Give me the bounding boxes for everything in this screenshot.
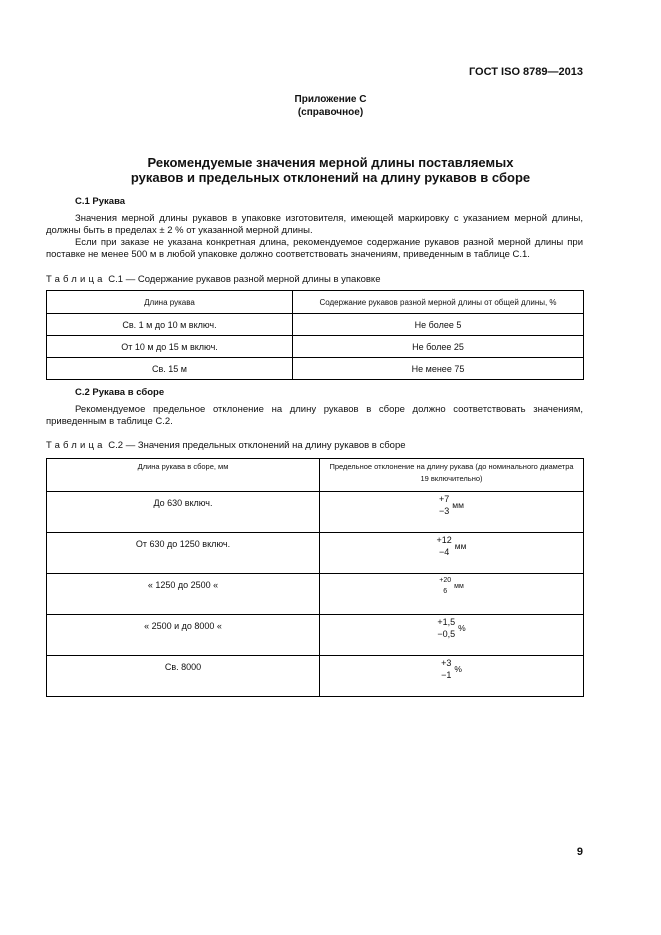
table-cell: От 10 м до 15 м включ. [47, 336, 293, 358]
title-line-1: Рекомендуемые значения мерной длины поставляемых [147, 155, 514, 170]
table-row [47, 574, 584, 615]
section-2-heading: С.2 Рукава в сборе [75, 387, 165, 398]
table-row [47, 314, 584, 336]
tolerance-upper: +1,5 [437, 617, 456, 627]
tolerance-upper: +3 [441, 658, 452, 668]
tolerance-lower: −4 [439, 547, 450, 557]
tolerance-upper: +20 [439, 577, 452, 584]
document-title [0, 155, 661, 185]
tolerance-unit: мм [454, 582, 464, 590]
table-cell: « 1250 до 2500 « [47, 574, 320, 615]
table-cell: Не менее 75 [293, 358, 584, 380]
table-2-caption [46, 440, 406, 451]
table-1-caption-text: С.1 — Содержание рукавов разной мерной длины в упаковке [108, 274, 381, 285]
table-row [47, 533, 584, 574]
table-cell: До 630 включ. [47, 492, 320, 533]
tolerance-unit: мм [454, 541, 467, 551]
tolerance-cell [320, 533, 584, 574]
tolerance-cell [320, 574, 584, 615]
table-cell: « 2500 и до 8000 « [47, 615, 320, 656]
tolerance-unit: % [454, 664, 462, 674]
table-cell: Не более 5 [293, 314, 584, 336]
table-2-caption-label: Таблица [46, 440, 106, 451]
tolerance-upper: +7 [439, 494, 450, 504]
table-row [47, 615, 584, 656]
appendix-heading [0, 93, 661, 119]
table-row [47, 656, 584, 697]
table-row [47, 358, 584, 380]
tolerance-unit: % [458, 623, 466, 633]
table-1-header-row [47, 291, 584, 314]
table-1-caption-label: Таблица [46, 274, 106, 285]
table-1 [46, 290, 584, 380]
section-1-paragraph-1: Значения мерной длины рукавов в упаковке изготовителя, имеющей маркировку с указанием мерной длины, должны быть в пределах ± 2 % от указанной мерной длины. [46, 213, 583, 236]
table-cell: Св. 8000 [47, 656, 320, 697]
tolerance-lower: −0,5 [437, 629, 456, 639]
tolerance-lower: 6 [443, 588, 448, 595]
table-2-header-cell: Длина рукава в сборе, мм [47, 459, 320, 492]
tolerance-lower: −3 [439, 506, 450, 516]
tolerance-unit: мм [452, 500, 464, 510]
section-2-text [46, 404, 583, 428]
tolerance-cell [320, 615, 584, 656]
standard-code: ГОСТ ISO 8789—2013 [468, 66, 583, 78]
table-2-header-cell: Предельное отклонение на длину рукава (до номинального диаметра 19 включительно) [320, 459, 584, 492]
page-number: 9 [576, 846, 583, 858]
title-line-2: рукавов и предельных отклонений на длину рукавов в сборе [130, 170, 531, 185]
appendix-name: Приложение С [294, 94, 367, 105]
table-cell: Не более 25 [293, 336, 584, 358]
table-cell: Св. 15 м [47, 358, 293, 380]
section-1-text [46, 213, 583, 261]
tolerance-upper: +12 [436, 535, 452, 545]
table-cell: От 630 до 1250 включ. [47, 533, 320, 574]
table-2-caption-text: С.2 — Значения предельных отклонений на длину рукавов в сборе [108, 440, 406, 451]
table-2 [46, 458, 584, 697]
section-2-paragraph-1: Рекомендуемое предельное отклонение на длину рукавов в сборе должно соответствовать значениям, приведенным в таблице С.2. [46, 404, 583, 427]
section-1-paragraph-2: Если при заказе не указана конкретная длина, рекомендуемое содержание рукавов разной мерной длины при поставке не менее 500 м в любой упаковке должно соответствовать значениям, приведенным в таблице С.1. [46, 237, 583, 260]
tolerance-cell [320, 656, 584, 697]
table-cell: Св. 1 м до 10 м включ. [47, 314, 293, 336]
table-row [47, 336, 584, 358]
table-1-caption [46, 274, 380, 285]
tolerance-cell [320, 492, 584, 533]
section-1-heading: С.1 Рукава [75, 196, 126, 207]
table-1-header-cell: Длина рукава [47, 291, 293, 314]
tolerance-lower: −1 [441, 670, 452, 680]
table-row [47, 492, 584, 533]
table-2-header-row [47, 459, 584, 492]
table-1-header-cell: Содержание рукавов разной мерной длины от общей длины, % [293, 291, 584, 314]
appendix-type: (справочное) [297, 107, 364, 118]
